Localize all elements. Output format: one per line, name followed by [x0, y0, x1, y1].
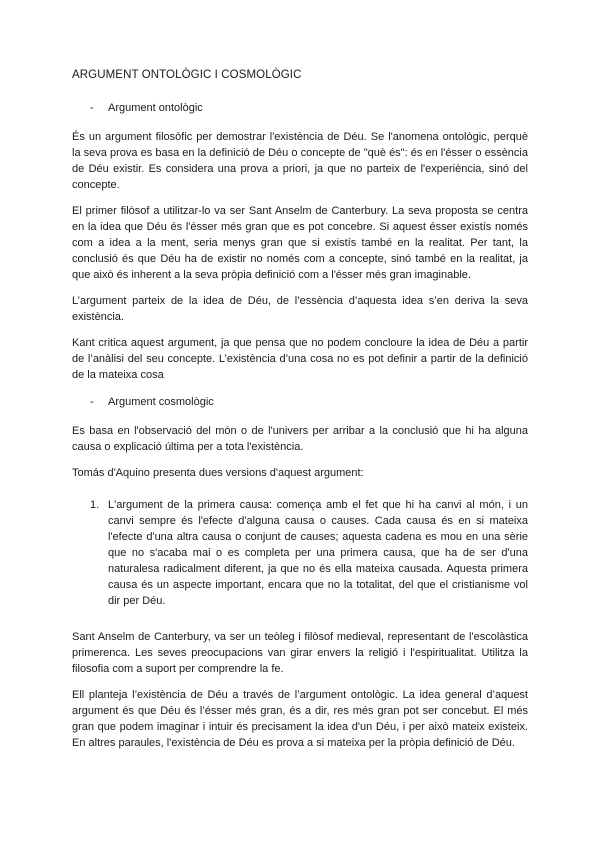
paragraph-cosmological-basis: Es basa en l'observació del món o de l'univers per arribar a la conclusió que hi ha alguna causa o explicació última per a tota l'existència.: [72, 425, 528, 453]
document-title: ARGUMENT ONTOLÒGIC I COSMOLÒGIC: [72, 69, 302, 81]
paragraph-anselm-argument: Ell planteja l’existència de Déu a través de l’argument ontològic. La idea general d’aquest argument és que Déu és l’ésser més gran, és a dir, res més gran pot ser concebut. El més gran que podem imaginar i intuir és precisament la idea d'un Déu, i per això mateix existeix. En altres paraules, l'existència de Déu es prova a si mateixa per la pròpia definició de Déu.: [72, 689, 528, 749]
numbered-marker: 1.: [90, 499, 100, 511]
paragraph-kant-critique: Kant critica aquest argument, ja que pensa que no podem concloure la idea de Déu a partir de l’anàlisi del seu concepte. L’existència d’una cosa no es pot definir a partir de la definició de la mateixa cosa: [72, 337, 528, 381]
bullet-marker: -: [90, 396, 94, 408]
numbered-text: L'argument de la primera causa: comença amb el fet que hi ha canvi al món, i un canvi sempre és l'efecte d'alguna causa o causes. Cada causa és en si mateixa l'efecte d'una altra causa o conjunt de causes; aquesta cadena es mou en una sèrie que no s'acaba mai o es completa per una primera causa, que ha de ser d'una naturalesa radicalment diferent, ja que no és ella mateixa causada. Aquesta primera causa és un aspecte important, encara que no la totalitat, del que el cristianisme vol dir per Déu.: [108, 499, 528, 607]
bullet-marker: -: [90, 102, 94, 114]
bullet-label: Argument cosmològic: [108, 396, 214, 408]
bullet-label: Argument ontològic: [108, 102, 203, 114]
paragraph-anselm-proposal: El primer filòsof a utilitzar-lo va ser Sant Anselm de Canterbury. La seva proposta se centra en la idea que Déu és l'ésser més gran que es pot concebre. Si aquest ésser existís només com a idea a la ment, seria menys gran que si existís també en la realitat. Per tant, la conclusió és que Déu ha de existir no només com a concepte, sinó també en la realitat, ja que això és inherent a la seva pròpia definició com a l'ésser més gran imaginable.: [72, 205, 528, 281]
paragraph-ontological-definition: És un argument filosòfic per demostrar l'existència de Déu. Se l'anomena ontològic, perquè la seva prova es basa en la definició de Déu o concepte de "què és": és en l'ésser o essència de Déu existir. Es considera una prova a priori, ja que no parteix de l'experiència, sinó del concepte.: [72, 131, 528, 191]
paragraph-argument-idea: L’argument parteix de la idea de Déu, de l’essència d’aquesta idea s’en deriva la seva existència.: [72, 295, 528, 323]
paragraph-anselm-biography: Sant Anselm de Canterbury, va ser un teòleg i filòsof medieval, representant de l'escolàstica primerenca. Les seves preocupacions van girar envers la religió i l'espiritualitat. Utilitza la filosofia com a suport per comprendre la fe.: [72, 631, 528, 675]
paragraph-aquinas-intro: Tomás d'Aquino presenta dues versions d'aquest argument:: [72, 467, 364, 479]
